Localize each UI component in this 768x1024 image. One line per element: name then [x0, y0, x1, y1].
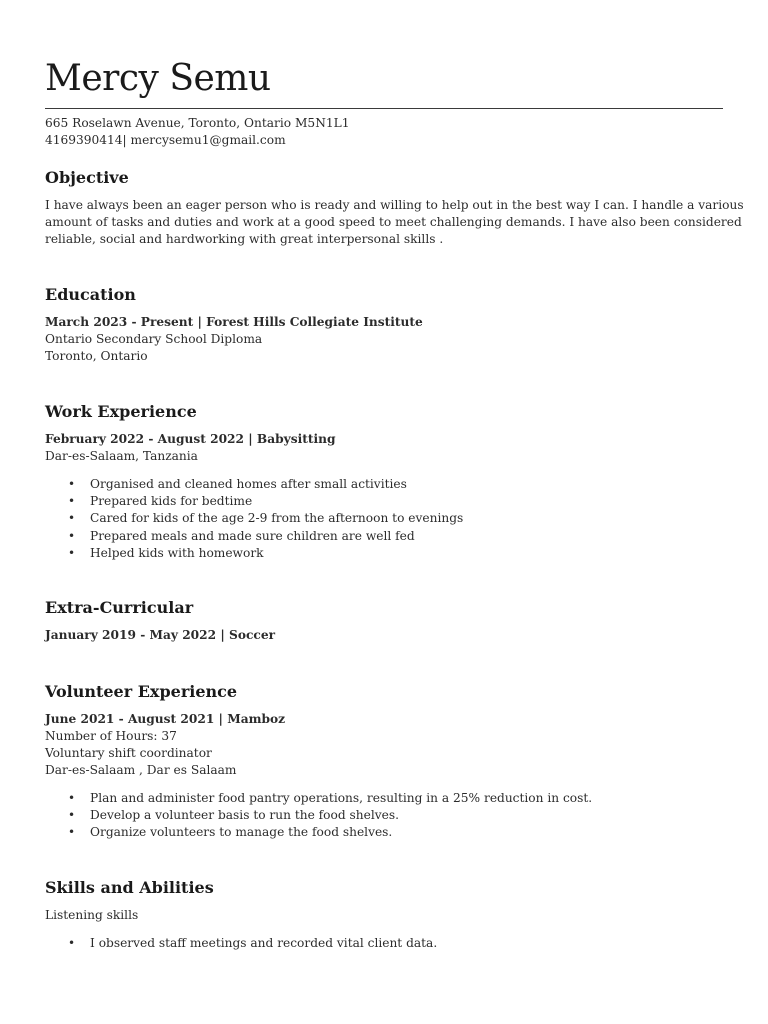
header-divider: [45, 108, 723, 109]
list-item: • Prepared kids for bedtime: [90, 493, 725, 510]
list-item: • Organize volunteers to manage the food shelves.: [90, 824, 725, 841]
objective-text: [45, 197, 744, 248]
extra-section: [45, 598, 725, 644]
objective-line: amount of tasks and duties and work at a good speed to meet challenging demands. I have also been considered: [45, 215, 742, 229]
volunteer-detail: Voluntary shift coordinator: [45, 746, 212, 760]
phone-email: 4169390414| mercysemu1@gmail.com: [45, 133, 286, 147]
applicant-name: Mercy Semu: [45, 58, 271, 99]
contact-info: [45, 115, 349, 149]
skills-subheading: Listening skills: [45, 908, 139, 922]
skills-bullets: [45, 935, 725, 952]
objective-section: [45, 168, 744, 248]
list-item: • I observed staff meetings and recorded vital client data.: [90, 935, 725, 952]
list-item: • Cared for kids of the age 2-9 from the afternoon to evenings: [90, 510, 725, 527]
work-location: Dar-es-Salaam, Tanzania: [45, 449, 198, 463]
work-title: February 2022 - August 2022 | Babysitting: [45, 432, 336, 446]
volunteer-detail: Number of Hours: 37: [45, 729, 177, 743]
work-heading: Work Experience: [45, 402, 197, 421]
address: 665 Roselawn Avenue, Toronto, Ontario M5N1L1: [45, 116, 350, 130]
objective-line: I have always been an eager person who is ready and willing to help out in the best way I can. I handle a various: [45, 198, 744, 212]
skills-heading: Skills and Abilities: [45, 878, 214, 897]
extra-heading: Extra-Curricular: [45, 598, 194, 617]
education-section: [45, 285, 725, 365]
work-bullets: [45, 476, 725, 562]
volunteer-heading: Volunteer Experience: [45, 682, 238, 701]
list-item: • Plan and administer food pantry operations, resulting in a 25% reduction in cost.: [90, 790, 725, 807]
list-item: • Prepared meals and made sure children are well fed: [90, 528, 725, 545]
volunteer-section: [45, 682, 725, 842]
volunteer-title: June 2021 - August 2021 | Mamboz: [45, 712, 286, 726]
education-title: March 2023 - Present | Forest Hills Collegiate Institute: [45, 315, 423, 329]
list-item: • Develop a volunteer basis to run the food shelves.: [90, 807, 725, 824]
objective-line: reliable, social and hardworking with great interpersonal skills .: [45, 232, 444, 246]
objective-heading: Objective: [45, 168, 129, 187]
list-item: • Organised and cleaned homes after small activities: [90, 476, 725, 493]
volunteer-detail: Dar-es-Salaam , Dar es Salaam: [45, 763, 237, 777]
education-detail: Toronto, Ontario: [45, 349, 148, 363]
education-heading: Education: [45, 285, 136, 304]
education-detail: Ontario Secondary School Diploma: [45, 332, 263, 346]
volunteer-bullets: [45, 790, 725, 842]
extra-title: January 2019 - May 2022 | Soccer: [45, 628, 275, 642]
work-section: [45, 402, 725, 562]
list-item: • Helped kids with homework: [90, 545, 725, 562]
skills-section: [45, 878, 725, 952]
